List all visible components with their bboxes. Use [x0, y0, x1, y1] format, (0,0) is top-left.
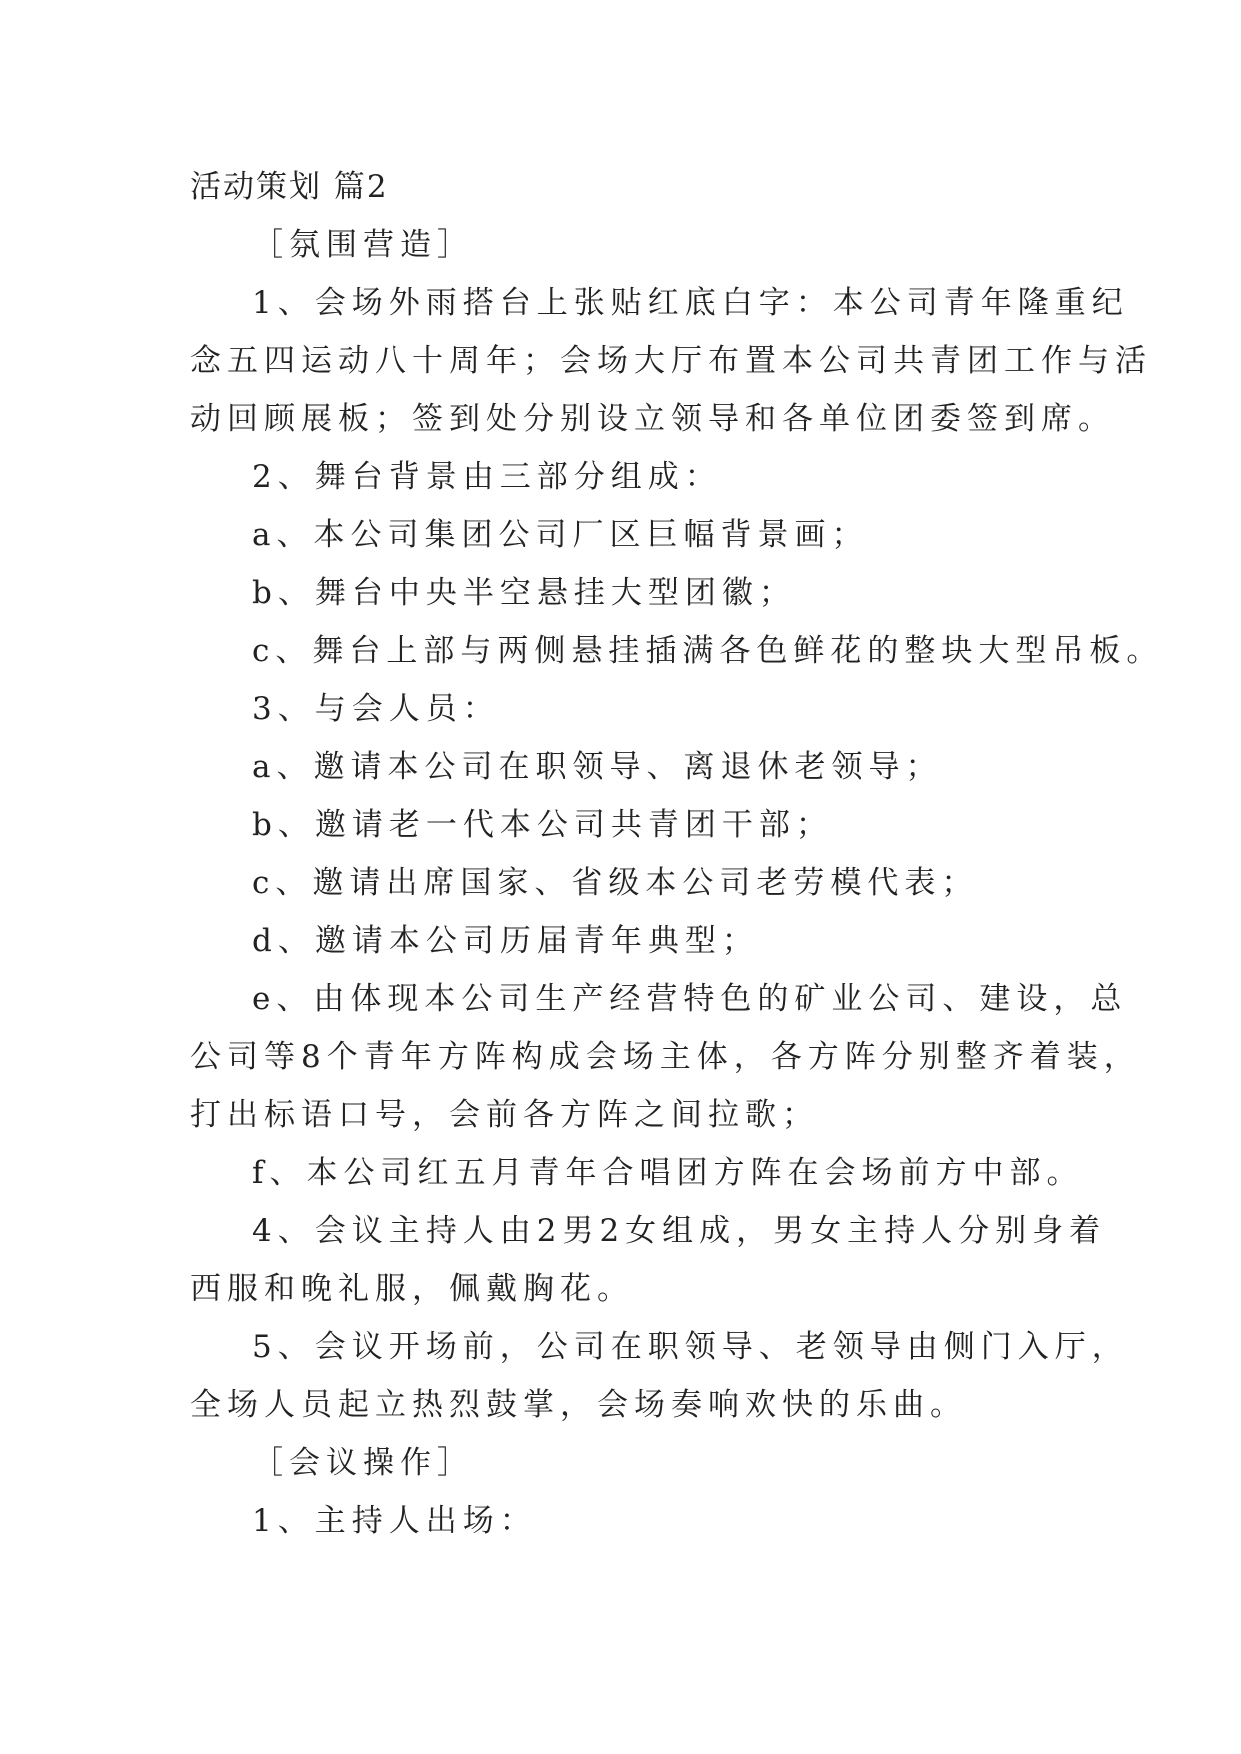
paragraph-line: 西服和晚礼服，佩戴胸花。	[190, 1271, 634, 1307]
paragraph-line: ［氛围营造］	[252, 227, 474, 263]
paragraph-line: c、邀请出席国家、省级本公司老劳模代表；	[252, 865, 979, 901]
paragraph-line: b、舞台中央半空悬挂大型团徽；	[252, 575, 796, 611]
paragraph-line: ［会议操作］	[252, 1445, 474, 1481]
paragraph-line: d、邀请本公司历届青年典型；	[252, 923, 759, 959]
paragraph-line: 打出标语口号，会前各方阵之间拉歌；	[190, 1097, 819, 1133]
paragraph-line: b、邀请老一代本公司共青团干部；	[252, 807, 833, 843]
paragraph-line: a、本公司集团公司厂区巨幅背景画；	[252, 517, 869, 553]
paragraph-line: 1、会场外雨搭台上张贴红底白字：本公司青年隆重纪	[252, 285, 1129, 321]
paragraph-line: 4、会议主持人由2男2女组成，男女主持人分别身着	[252, 1213, 1107, 1249]
paragraph-line: 3、与会人员：	[252, 691, 500, 727]
paragraph-line: 5、会议开场前，公司在职领导、老领导由侧门入厅，	[252, 1329, 1129, 1365]
paragraph-line: 全场人员起立热烈鼓掌，会场奏响欢快的乐曲。	[190, 1387, 967, 1423]
paragraph-line: 念五四运动八十周年；会场大厅布置本公司共青团工作与活	[190, 343, 1152, 379]
paragraph-line: 2、舞台背景由三部分组成：	[252, 459, 722, 495]
paragraph-line: a、邀请本公司在职领导、离退休老领导；	[252, 749, 943, 785]
paragraph-line: f、本公司红五月青年合唱团方阵在会场前方中部。	[252, 1155, 1084, 1191]
paragraph-line: 1、主持人出场：	[252, 1503, 537, 1539]
paragraph-line: 公司等8个青年方阵构成会场主体，各方阵分别整齐着装，	[190, 1039, 1141, 1075]
document-title: 活动策划 篇2	[190, 169, 389, 205]
document-body	[190, 158, 1164, 1550]
paragraph-line: c、舞台上部与两侧悬挂插满各色鲜花的整块大型吊板。	[252, 633, 1164, 669]
paragraph-line: e、由体现本公司生产经营特色的矿业公司、建设，总	[252, 981, 1128, 1017]
paragraph-line: 动回顾展板；签到处分别设立领导和各单位团委签到席。	[190, 401, 1115, 437]
